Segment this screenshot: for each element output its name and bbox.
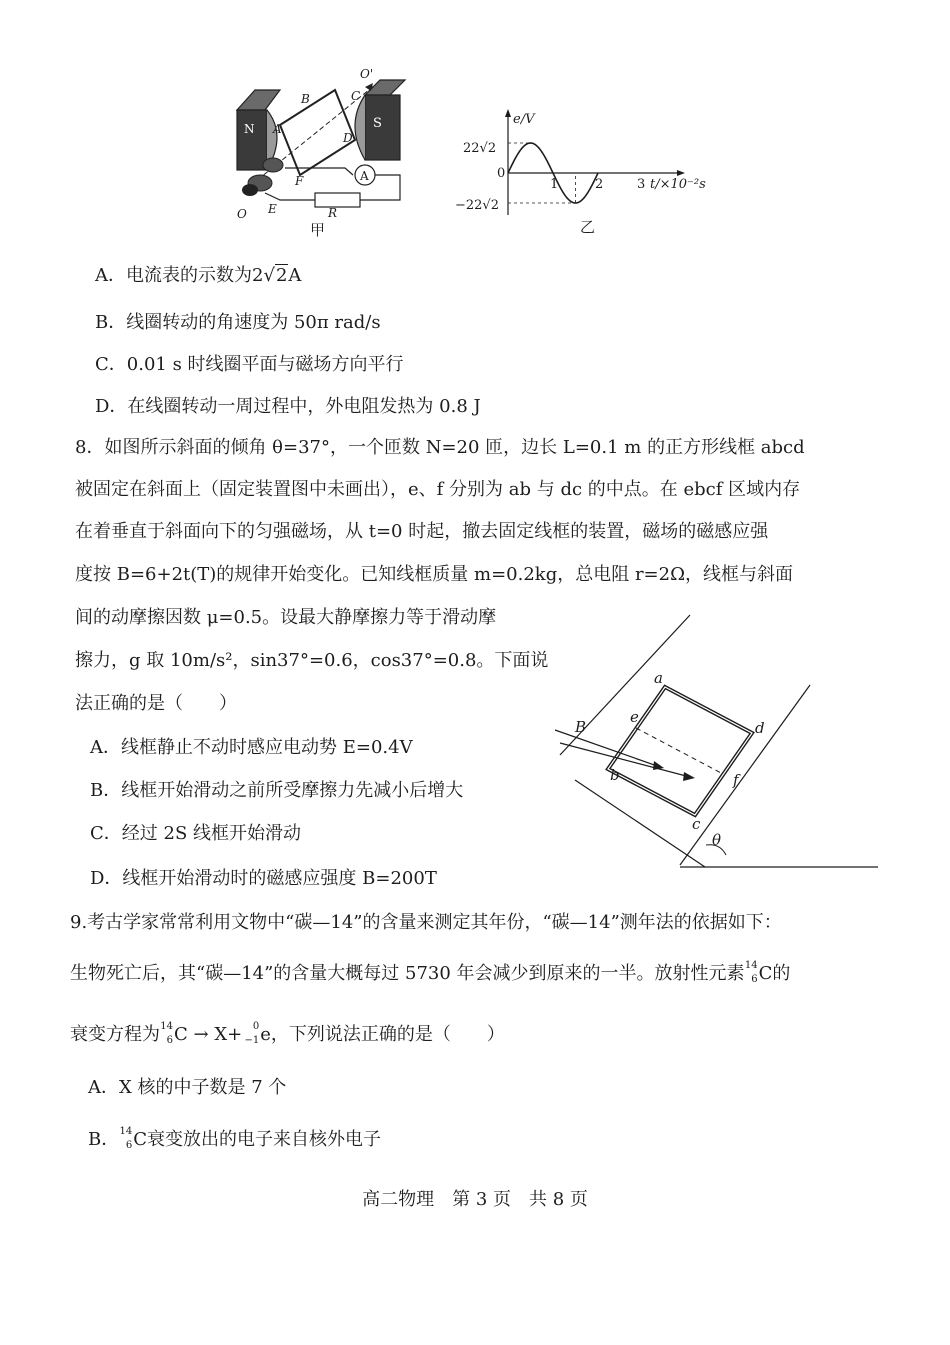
q7-option-a-unit: A	[288, 265, 302, 286]
q8-line-1: 8．如图所示斜面的倾角 θ=37°，一个匝数 N=20 匝，边长 L=0.1 m 的正方形线框 abcd	[75, 437, 805, 458]
chart-ylabel: e/V	[513, 112, 535, 127]
frame-label-d: d	[755, 719, 765, 737]
nuclide-symbol: C	[758, 963, 773, 984]
label-C: C	[351, 89, 361, 103]
q9-option-b-text: 衰变放出的电子来自核外电子	[147, 1129, 382, 1150]
eq-e-nuclide	[242, 1023, 260, 1047]
ytick-top: 22√2	[463, 141, 497, 156]
q7-option-d: D．在线圈转动一周过程中，外电阻发热为 0.8 J	[95, 396, 481, 417]
frame-label-f: f	[733, 771, 739, 789]
emf-chart	[450, 105, 720, 235]
frame-label-a: a	[654, 669, 663, 687]
page-footer: 高二物理 第 3 页 共 8 页	[362, 1189, 588, 1210]
eq-c-nuclide	[160, 1023, 174, 1047]
q9-option-b-nuclide	[119, 1128, 133, 1152]
sqrt-symbol: √	[263, 265, 275, 286]
q7-option-a-value: 2	[252, 265, 264, 286]
label-N: N	[244, 122, 255, 136]
ytick-bottom: −22√2	[455, 198, 499, 213]
q9-line-2	[70, 962, 790, 986]
xtick-2: 2	[595, 177, 604, 192]
q8-line-3: 在着垂直于斜面向下的匀强磁场，从 t=0 时起，撤去固定线框的装置，磁场的磁感应强	[75, 521, 769, 542]
eq-x: X	[214, 1024, 228, 1045]
frame-label-c: c	[692, 815, 701, 833]
eq-e-charge: −1	[244, 1035, 260, 1046]
eq-e-symbol: e	[260, 1024, 271, 1045]
q7-option-c: C．0.01 s 时线圈平面与磁场方向平行	[95, 354, 404, 375]
xtick-3: 3	[637, 177, 646, 192]
figure-jia-caption: 甲	[310, 221, 326, 239]
q9-line-3	[70, 1023, 505, 1047]
figure-yi-caption: 乙	[580, 218, 596, 235]
q9-line-3-prefix: 衰变方程为	[70, 1024, 160, 1045]
xtick-1: 1	[550, 177, 559, 192]
q8-line-7: 法正确的是（ ）	[75, 693, 237, 714]
eq-e-mass: 0	[252, 1021, 260, 1032]
eq-plus: +	[227, 1024, 243, 1045]
q8-line-4: 度按 B=6+2t(T)的规律开始变化。已知线框质量 m=0.2kg，总电阻 r=2Ω，线框与斜面	[75, 564, 794, 585]
ammeter-label: A	[360, 169, 369, 183]
q8-option-d: D．线框开始滑动时的磁感应强度 B=200T	[90, 868, 437, 889]
generator-figure	[225, 65, 415, 240]
y-axis-arrow	[505, 109, 511, 117]
q9-line-3-suffix: ，下列说法正确的是（ ）	[270, 1024, 505, 1045]
q8-line-6: 擦力，g 取 10m/s²，sin37°=0.6，cos37°=0.8。下面说	[75, 650, 549, 671]
label-F: F	[295, 174, 304, 188]
label-S: S	[373, 116, 382, 131]
q9-line-1: 9.考古学家常常利用文物中“碳—14”的含量来测定其年份，“碳—14”测年法的依据如下：	[70, 912, 782, 933]
q8-option-a: A．线框静止不动时感应电动势 E=0.4V	[90, 737, 413, 758]
q9-b-mass: 14	[119, 1126, 133, 1137]
q9-option-b-prefix: B．	[88, 1129, 120, 1150]
q9-option-b	[88, 1128, 381, 1152]
q8-line-2: 被固定在斜面上（固定装置图中未画出），e、f 分别为 ab 与 dc 的中点。在 ebcf 区域内存	[75, 479, 801, 500]
frame-label-e: e	[630, 708, 639, 726]
eq-arrow: →	[193, 1024, 209, 1045]
incline-figure	[540, 605, 880, 875]
label-O-prime: O'	[360, 67, 374, 81]
nuclide-mass: 14	[744, 960, 758, 971]
q7-option-b: B．线圈转动的角速度为 50π rad/s	[95, 312, 381, 333]
label-B: B	[301, 92, 310, 106]
q9-option-a: A．X 核的中子数是 7 个	[88, 1077, 287, 1098]
q9-b-symbol: C	[133, 1129, 148, 1150]
nuclide-charge: 6	[751, 974, 758, 985]
q7-option-a-prefix: A．电流表的示数为	[95, 265, 252, 286]
q8-line-5: 间的动摩擦因数 μ=0.5。设最大静摩擦力等于滑动摩	[75, 607, 497, 628]
eq-c-charge: 6	[166, 1035, 173, 1046]
q8-option-c: C．经过 2S 线框开始滑动	[90, 823, 301, 844]
q9-line-2-suffix: 的	[772, 963, 791, 984]
q9-b-charge: 6	[125, 1140, 133, 1151]
label-A: A	[273, 122, 282, 136]
angle-label-theta: θ	[712, 831, 722, 849]
label-D: D	[343, 131, 353, 145]
eq-c-mass: 14	[160, 1021, 173, 1032]
q7-option-a-root: 2	[275, 265, 288, 286]
frame-label-b: b	[610, 766, 620, 784]
chart-xlabel: t/×10⁻²s	[650, 177, 706, 192]
origin-label: 0	[497, 166, 506, 181]
x-axis-arrow	[677, 170, 685, 176]
q9-line-2-text: 生物死亡后，其“碳—14”的含量大概每过 5730 年会减少到原来的一半。放射性元素	[70, 963, 745, 984]
q7-option-a	[95, 264, 301, 288]
label-O: O	[237, 207, 247, 221]
nuclide-c14	[745, 962, 759, 986]
eq-c-symbol: C	[174, 1024, 188, 1045]
label-E: E	[268, 202, 277, 216]
q8-option-b: B．线框开始滑动之前所受摩擦力先减小后增大	[90, 780, 464, 801]
field-label-B: B	[575, 718, 587, 736]
label-R: R	[328, 206, 338, 220]
